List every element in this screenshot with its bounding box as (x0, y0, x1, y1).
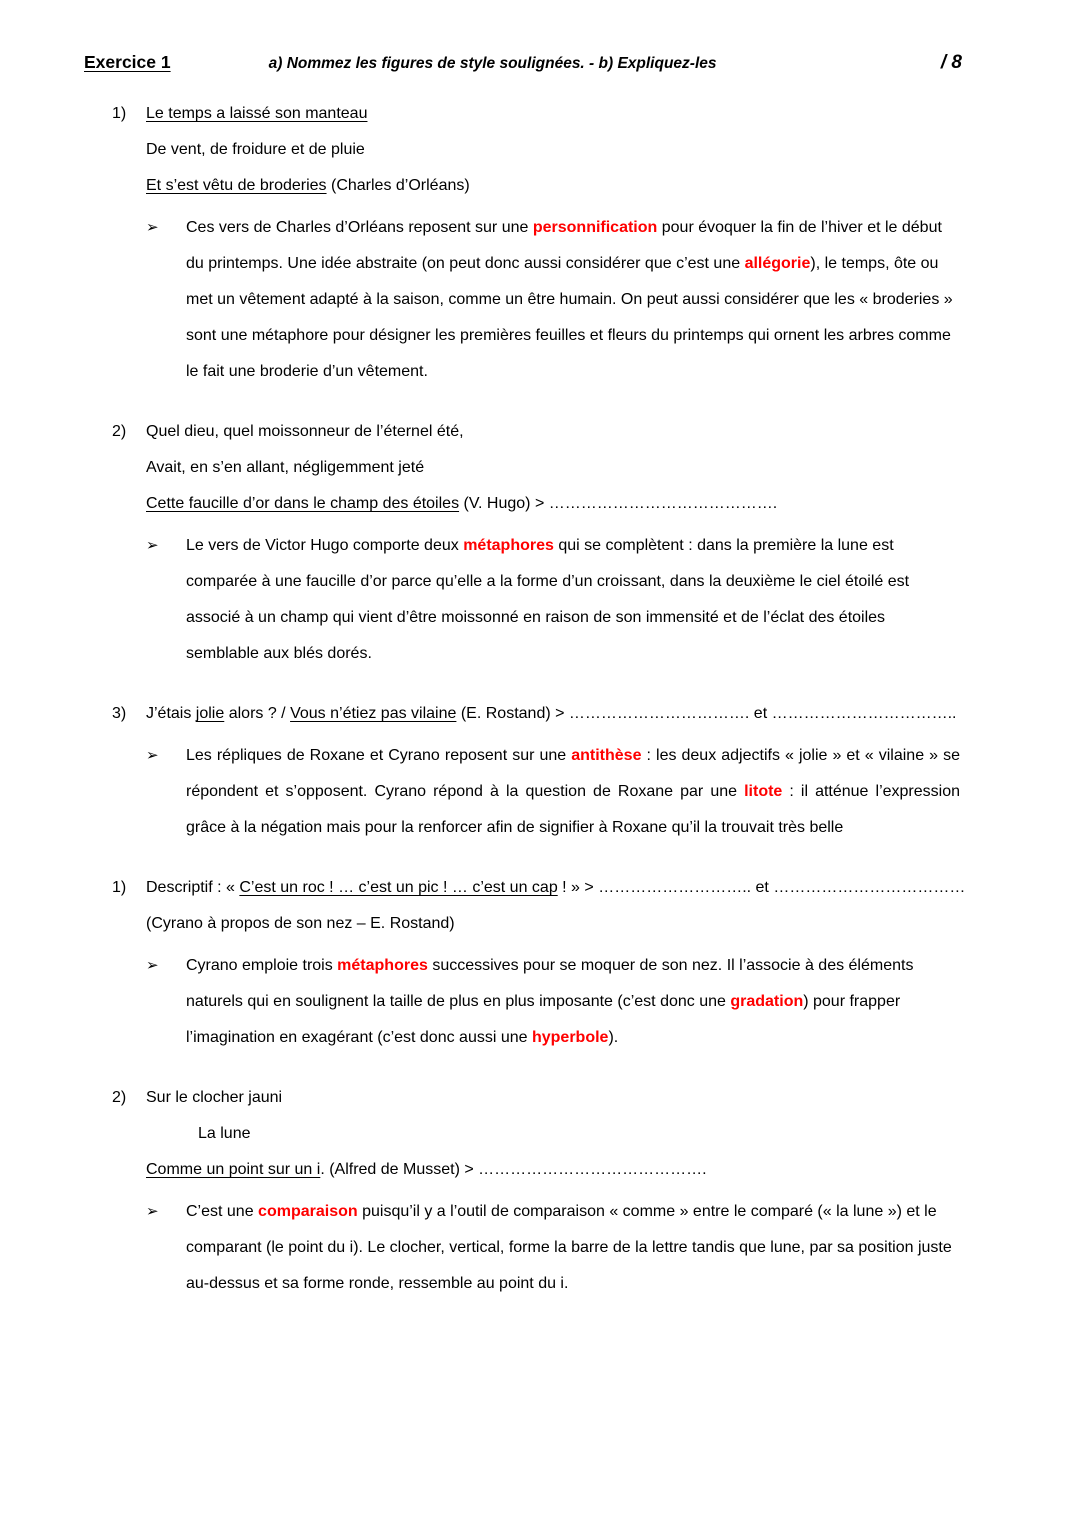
explanation-text (186, 948, 960, 1056)
item-number: 1) (112, 105, 127, 122)
quote-text: alors ? / (224, 705, 291, 722)
quote-text: Quel dieu, quel moissonneur de l’éternel été, (146, 423, 464, 440)
explanation-segment: puisqu’il y a l’outil de comparaison « comme » entre le comparé (« la lune ») et le comparant (le point du i). Le clocher, vertical, forme la barre de la lettre tandis que lune, par sa position juste au-dessus et sa forme ronde, ressemble au point du i. (186, 1203, 952, 1292)
quote-line (146, 870, 1018, 906)
explanation-segment: : il atténue l’expression grâce à la négation mais pour la renforcer afin de signifier à Roxane qu’il la trouvait très belle (186, 783, 961, 836)
underlined-figure-text: Et s’est vêtu de broderies (146, 177, 327, 194)
explanation-segment: ). (608, 1029, 619, 1046)
arrow-bullet-icon: ➢ (146, 957, 159, 974)
underlined-figure-text: jolie (195, 705, 225, 722)
quote-line (146, 1152, 1018, 1188)
quote-text: Sur le clocher jauni (146, 1089, 283, 1106)
quote-line (146, 1080, 1018, 1116)
item-quote-block (62, 696, 1018, 732)
exercise-title: Exercice 1 (84, 52, 171, 72)
quote-text: J’étais (146, 705, 196, 722)
figure-of-speech-term: hyperbole (531, 1029, 609, 1046)
underlined-figure-text: Le temps a laissé son manteau (146, 105, 368, 122)
explanation-segment: Ces vers de Charles d’Orléans reposent sur une (186, 219, 533, 236)
figure-of-speech-term: allégorie (744, 255, 811, 272)
quote-text: . (Alfred de Musset) > ……………………………………. (320, 1161, 707, 1178)
explanation-segment: Le vers de Victor Hugo comporte deux (186, 537, 464, 554)
item-number: 2) (112, 1089, 127, 1106)
underlined-figure-text: Comme un point sur un i (146, 1161, 321, 1178)
quote-line (146, 696, 1018, 732)
section-spacer (62, 390, 1018, 414)
quote-text: ! » > ……………………….. et ……………………………… (557, 879, 966, 896)
underlined-figure-text: Cette faucille d’or dans le champ des étoiles (146, 495, 460, 512)
figure-of-speech-term: métaphores (337, 957, 428, 974)
quote-line (146, 414, 1018, 450)
quote-line (146, 168, 1018, 204)
section-spacer (62, 1056, 1018, 1080)
explanation-segment: ) pour frapper l’imagination en exagérant (c’est donc aussi une (186, 993, 901, 1046)
quote-line (146, 132, 1018, 168)
explanation-segment: ), le temps, ôte ou met un vêtement adapté à la saison, comme un être humain. On peut aussi considérer que les « broderies » sont une métaphore pour désigner les premières feuilles et fleurs du printemps qui ornent les arbres comme le fait une broderie d’un vêtement. (186, 255, 953, 380)
quote-text: Descriptif : « (146, 879, 240, 896)
explanation-block (62, 210, 1018, 390)
arrow-bullet-icon: ➢ (146, 747, 159, 764)
explanation-text (186, 528, 960, 672)
quote-text: (Cyrano à propos de son nez – E. Rostand) (146, 915, 455, 932)
quote-line (146, 450, 1018, 486)
explanation-segment: successives pour se moquer de son nez. Il l’associe à des éléments naturels qui en soulignent la taille de plus en plus imposante (c’est donc une (186, 957, 914, 1010)
explanation-segment: pour évoquer la fin de l’hiver et le début du printemps. Une idée abstraite (on peut donc aussi considérer que c’est une (186, 219, 942, 272)
item-number: 2) (112, 423, 127, 440)
underlined-figure-text: Vous n’étiez pas vilaine (290, 705, 457, 722)
explanation-text (186, 210, 960, 390)
explanation-text (186, 1194, 960, 1302)
exercise-item (62, 696, 1018, 870)
exercise-items (62, 96, 1018, 1326)
figure-of-speech-term: personnification (532, 219, 658, 236)
exercise-score: / 8 (940, 52, 962, 73)
exercise-item (62, 414, 1018, 696)
quote-line (146, 486, 1018, 522)
explanation-segment: Cyrano emploie trois (186, 957, 338, 974)
figure-of-speech-term: antithèse (571, 747, 642, 764)
quote-text: (E. Rostand) > ……………………………. et …………………………….. (456, 705, 957, 722)
section-spacer (62, 672, 1018, 696)
explanation-segment: qui se complètent : dans la première la lune est comparée à une faucille d’or parce qu’elle a la forme d’un croissant, dans la deuxième le ciel étoilé est associé à un champ qui vient d’être moissonné en raison de son immensité et de l’éclat des étoiles semblable aux blés dorés. (186, 537, 910, 662)
figure-of-speech-term: litote (744, 783, 783, 800)
explanation-block (62, 738, 1018, 846)
explanation-block (62, 948, 1018, 1056)
exercise-item (62, 870, 1018, 1080)
explanation-block (62, 1194, 1018, 1302)
item-number: 3) (112, 705, 127, 722)
arrow-bullet-icon: ➢ (146, 1203, 159, 1220)
explanation-segment: : les deux adjectifs « jolie » et « vilaine » se répondent et s’opposent. Cyrano répond à la question de Roxane par une (186, 747, 960, 800)
item-quote-block (62, 1080, 1018, 1188)
section-spacer (62, 1302, 1018, 1326)
explanation-segment: C’est une (186, 1203, 259, 1220)
section-spacer (62, 846, 1018, 870)
explanation-text (186, 738, 960, 846)
figure-of-speech-term: gradation (730, 993, 804, 1010)
explanation-segment: Les répliques de Roxane et Cyrano reposent sur une (186, 747, 572, 764)
exercise-item (62, 96, 1018, 414)
quote-text: La lune (198, 1125, 251, 1142)
explanation-block (62, 528, 1018, 672)
quote-text: (Charles d’Orléans) (326, 177, 470, 194)
exercise-item (62, 1080, 1018, 1326)
figure-of-speech-term: métaphores (463, 537, 554, 554)
figure-of-speech-term: comparaison (258, 1203, 358, 1220)
quote-text: De vent, de froidure et de pluie (146, 141, 365, 158)
underlined-figure-text: C’est un roc ! … c’est un pic ! … c’est un cap (239, 879, 558, 896)
item-number: 1) (112, 879, 127, 896)
item-quote-block (62, 870, 1018, 942)
quote-text: Avait, en s’en allant, négligemment jeté (146, 459, 425, 476)
arrow-bullet-icon: ➢ (146, 537, 159, 554)
quote-line (146, 1116, 1018, 1152)
quote-line (146, 96, 1018, 132)
quote-line (146, 906, 1018, 942)
item-quote-block (62, 414, 1018, 522)
arrow-bullet-icon: ➢ (146, 219, 159, 236)
item-quote-block (62, 96, 1018, 204)
quote-text: (V. Hugo) > ……………………………………. (459, 495, 778, 512)
exercise-header (62, 52, 1018, 74)
exercise-prompt: a) Nommez les figures de style soulignées. - b) Expliquez-les (268, 55, 717, 72)
